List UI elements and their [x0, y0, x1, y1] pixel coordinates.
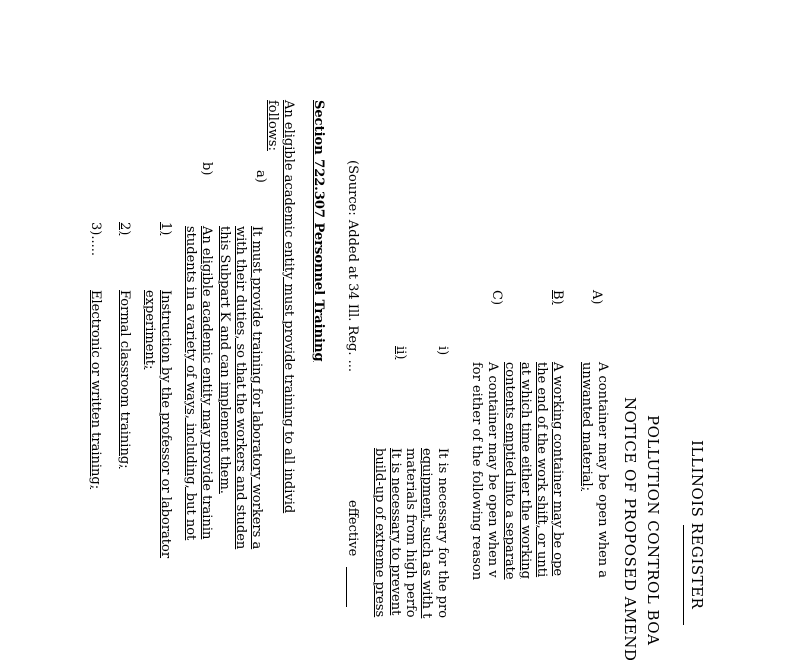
section-intro: follows:	[265, 100, 280, 151]
section-a-line: It must provide training for laboratory workers a	[249, 226, 264, 550]
item-b-line: contents emptied into a separate	[502, 362, 517, 580]
item-c-ii-line: build-up of extreme press	[372, 448, 387, 618]
section-intro: An eligible academic entity must provide training to all individ	[281, 100, 296, 514]
item-c-line: A container may be open when v	[485, 362, 500, 578]
item-c-ii-line: It is necessary to prevent	[388, 448, 403, 616]
source-note: (Source: Added at 34 Ill. Reg. ...	[345, 160, 360, 373]
item-c-label: C)	[489, 290, 504, 306]
item-c-ii-label: ii)	[393, 346, 408, 360]
section-a-line: with their duties, so that the workers and studen	[233, 226, 248, 550]
section-b-label: b)	[199, 162, 214, 176]
header-rule	[683, 525, 684, 625]
list-item-label: 3).....	[88, 222, 103, 257]
section-a-label: a)	[253, 170, 268, 183]
item-c-i-line: materials from high perfo	[403, 448, 418, 618]
list-item-line: experiment;	[142, 290, 157, 370]
list-item-label: 2)	[117, 222, 132, 236]
item-c-i-line: It is necessary for the pro	[435, 448, 450, 619]
item-c-line: for either of the following reason	[469, 362, 484, 581]
item-a-line: A container may be open when a	[595, 362, 610, 579]
list-item-line: Electronic or written training;	[88, 290, 103, 490]
section-a-line: this Subpart K and can implement them.	[217, 226, 232, 494]
item-c-i-label: i)	[435, 346, 450, 356]
list-item-label: 1)	[158, 222, 173, 236]
item-b-line: at which time either the working	[518, 362, 533, 579]
section-title: Section 722.307 Personnel Training	[311, 100, 326, 362]
section-b-line: students in a variety of ways, including, but not	[183, 226, 198, 541]
item-a-label: A)	[589, 290, 604, 305]
register-title: ILLINOIS REGISTER	[688, 440, 706, 610]
source-effective: effective	[345, 500, 360, 557]
item-a-line: unwanted material;	[579, 362, 594, 492]
item-b-line: A working container may be ope	[550, 362, 565, 577]
item-c-i-line: equipment, such as with t	[419, 448, 434, 619]
list-item-line: Instruction by the professor or laborator	[158, 290, 173, 559]
notice-title: NOTICE OF PROPOSED AMEND	[621, 397, 639, 661]
list-item-line: Formal classroom training;	[117, 290, 132, 469]
board-title: POLLUTION CONTROL BOA	[644, 415, 662, 646]
item-b-line: the end of the work shift, or unti	[534, 362, 549, 578]
item-b-label: B)	[550, 290, 565, 305]
section-b-line: An eligible academic entity may provide trainin	[199, 226, 214, 540]
effective-blank	[346, 567, 347, 607]
